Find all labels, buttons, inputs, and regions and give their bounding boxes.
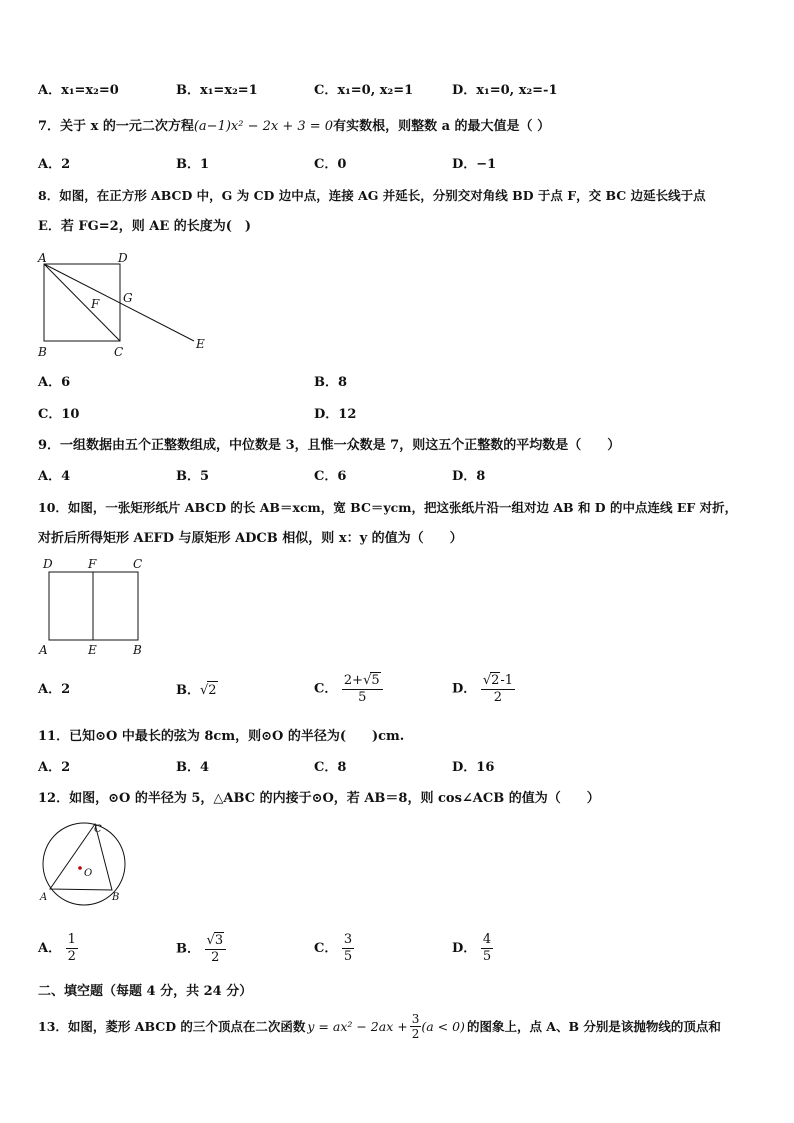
q10-label-b: B <box>133 643 142 657</box>
q7-prefix: 7．关于 x 的一元二次方程 <box>38 119 194 134</box>
q6-option-a: A．x₁=x₂=0 <box>38 83 119 98</box>
q9-option-b: B．5 <box>176 469 210 484</box>
q10-option-b: B．√2 <box>176 683 217 698</box>
q12-option-b-label: B． <box>176 941 200 957</box>
section-2-heading: 二、填空题（每题 4 分，共 24 分） <box>38 984 253 999</box>
q12-option-a-label: A． <box>38 941 62 956</box>
q10-label-a: A <box>39 643 48 657</box>
q10-option-d-fraction: $\frac{√2-1}{2}$ <box>482 673 514 705</box>
q12-option-d-label: D． <box>452 941 477 956</box>
q6-option-c: C．x₁=0, x₂=1 <box>314 83 414 98</box>
q12-option-c-label: C． <box>314 941 338 956</box>
q6-option-b: B．x₁=x₂=1 <box>176 83 258 98</box>
q13-suffix: 的图象上，点 A、B 分别是该抛物线的顶点和 <box>466 1018 721 1034</box>
q12-option-c-fraction <box>342 932 354 965</box>
question-10-line2: 对折后所得矩形 AEFD 与原矩形 ADCB 相似，则 x：y 的值为（ ） <box>38 531 463 546</box>
q12-option-d <box>452 932 493 965</box>
question-12: 12．如图，⊙O 的半径为 5，△ABC 的内接于⊙O，若 AB＝8，则 cos∠ACB 的值为（ ） <box>38 791 600 806</box>
q8-label-a: A <box>38 251 47 265</box>
q10-option-d <box>452 672 515 706</box>
q12-option-b-den: 2 <box>211 950 220 965</box>
q12-label-b: B <box>112 892 120 903</box>
q12-option-d-fraction <box>481 932 493 965</box>
q11-option-c: C．8 <box>314 760 347 775</box>
q8-diagonal-bd <box>44 264 120 341</box>
q10-option-c-num-b: 5 <box>371 673 380 688</box>
q12-option-a <box>38 932 78 965</box>
q8-label-g: G <box>123 291 133 305</box>
q11-option-d: D．16 <box>452 760 495 775</box>
q13-function-fraction <box>410 1012 422 1041</box>
q8-label-b: B <box>38 345 47 359</box>
q13-function-den: 2 <box>411 1027 420 1041</box>
question-13 <box>38 1012 721 1041</box>
q9-option-d: D．8 <box>452 469 486 484</box>
q9-option-c: C．6 <box>314 469 347 484</box>
q7-option-d: D．−1 <box>452 157 497 172</box>
q8-option-a: A．6 <box>38 375 71 390</box>
q8-label-d: D <box>118 251 128 265</box>
q13-function-num: 3 <box>411 1012 420 1026</box>
q12-triangle <box>50 824 112 890</box>
q7-equation: (a−1)x² − 2x + 3 = 0 <box>193 119 334 134</box>
q12-option-d-den: 5 <box>482 949 492 964</box>
question-8-line2: E．若 FG=2，则 AE 的长度为( ) <box>38 219 252 234</box>
q12-option-b <box>176 932 226 966</box>
q12-option-c-num: 3 <box>343 932 353 947</box>
q10-figure <box>36 556 152 660</box>
q10-option-c-num-a: 2+ <box>343 673 364 688</box>
q12-option-a-den: 2 <box>67 949 76 964</box>
q8-label-f: F <box>91 297 100 311</box>
q8-label-e: E <box>196 337 205 351</box>
q7-option-b: B．1 <box>176 157 210 172</box>
q10-option-c-den: 5 <box>358 690 367 705</box>
q10-option-d-num-b: -1 <box>500 673 514 688</box>
q9-option-a: A．4 <box>38 469 71 484</box>
q12-option-c-den: 5 <box>343 949 353 964</box>
q12-option-b-num: 3 <box>214 933 224 948</box>
q8-label-c: C <box>114 345 124 359</box>
q10-option-d-label: D． <box>452 681 477 697</box>
q13-function-part-a: y = ax² − 2ax + <box>307 1018 408 1034</box>
q10-option-b-label: B． <box>176 683 200 698</box>
q12-center-point <box>78 866 82 870</box>
q12-label-a: A <box>40 892 48 903</box>
q10-option-d-num-a: 2 <box>491 673 500 688</box>
q6-option-d: D．x₁=0, x₂=-1 <box>452 83 558 98</box>
question-8-line1: 8．如图，在正方形 ABCD 中，G 为 CD 边中点，连接 AG 并延长，分别交对角线 BD 于点 F，交 BC 边延长线于点 <box>38 188 706 203</box>
q10-option-a <box>38 681 70 699</box>
q10-option-c-fraction: $\frac{2+√5}{5}$ <box>342 672 383 706</box>
q11-option-a: A．2 <box>38 760 71 775</box>
question-10-line1: 10．如图，一张矩形纸片 ABCD 的长 AB＝xcm，宽 BC＝ycm，把这张纸片沿一组对边 AB 和 D 的中点连线 EF 对折， <box>38 500 738 515</box>
q7-suffix: 有实数根，则整数 a 的最大值是（ ） <box>333 119 551 134</box>
question-11: 11．已知⊙O 中最长的弦为 8cm，则⊙O 的半径为( )cm. <box>38 729 405 744</box>
q12-figure <box>36 818 136 910</box>
q8-option-c: C．10 <box>38 407 80 422</box>
q13-prefix: 13．如图，菱形 ABCD 的三个顶点在二次函数 <box>38 1018 306 1034</box>
q7-option-c: C．0 <box>314 157 347 172</box>
q12-option-a-num: 1 <box>67 932 76 947</box>
q12-option-c <box>314 932 354 965</box>
q10-option-d-den: 2 <box>493 690 503 705</box>
q10-label-e: E <box>88 643 97 657</box>
q10-label-d: D <box>43 557 53 571</box>
q8-option-b: B．8 <box>314 375 348 390</box>
q8-line-ae <box>44 264 194 341</box>
q12-option-a-fraction <box>66 932 78 965</box>
q10-option-c <box>314 672 383 706</box>
q10-option-a-label: A． <box>38 682 62 697</box>
q13-function-part-b: (a < 0) <box>421 1018 465 1034</box>
q10-option-c-label: C． <box>314 681 338 697</box>
q12-label-o: O <box>84 868 93 879</box>
q10-label-c: C <box>133 557 143 571</box>
q10-option-a-value: 2 <box>61 682 71 697</box>
q11-option-b: B．4 <box>176 760 210 775</box>
q12-option-d-num: 4 <box>482 932 492 947</box>
q8-option-d: D．12 <box>314 407 357 422</box>
q12-option-b-fraction: $\frac{√3}{2}$ <box>205 932 227 966</box>
question-9: 9．一组数据由五个正整数组成，中位数是 3，且惟一众数是 7，则这五个正整数的平均数是（ ） <box>38 438 621 453</box>
q10-option-b-value: 2 <box>208 683 217 698</box>
q12-label-c: C <box>94 824 102 835</box>
q8-figure <box>34 248 214 360</box>
q10-label-f: F <box>88 557 97 571</box>
q7-option-a: A．2 <box>38 157 71 172</box>
question-7 <box>38 118 550 136</box>
